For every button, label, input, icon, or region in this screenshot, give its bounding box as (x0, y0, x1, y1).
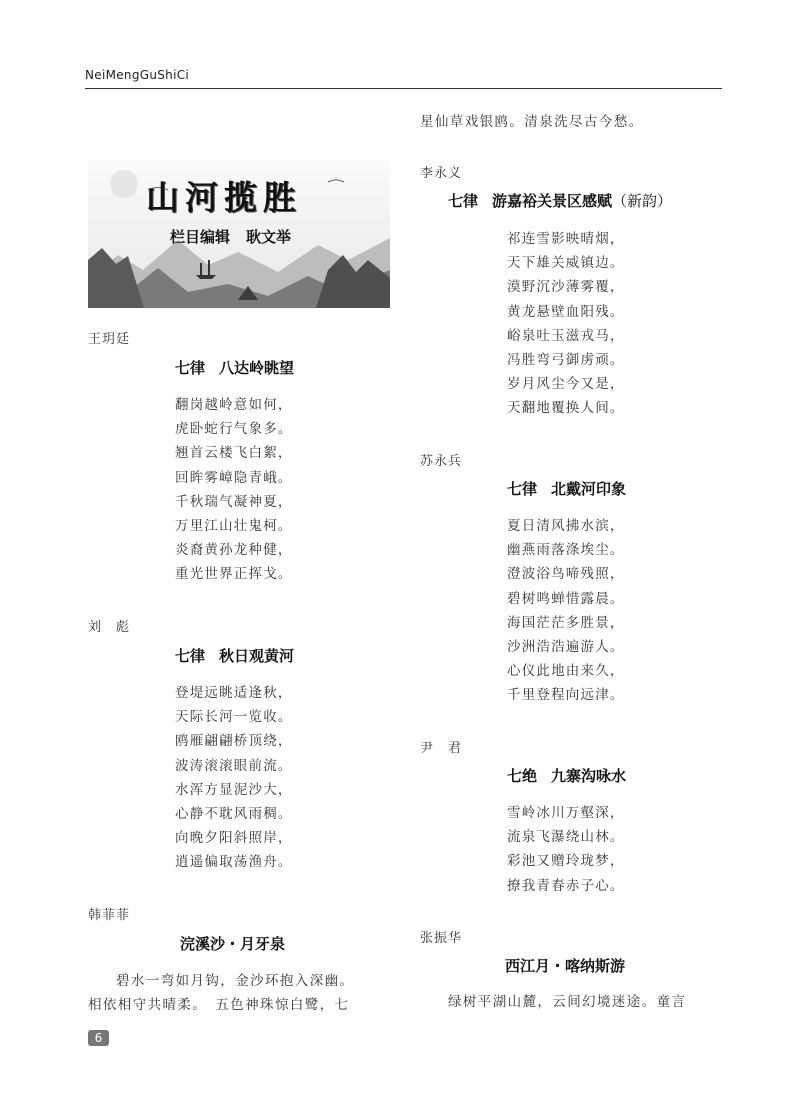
poem-line: 沙洲浩浩遍游人。 (507, 639, 625, 656)
poem-title (507, 478, 626, 499)
poem-line: 心静不耽风雨稠。 (175, 806, 293, 823)
header-rule (85, 88, 722, 89)
poem-line: 黄龙悬壁血阳残。 (507, 303, 625, 320)
poem-line: 向晚夕阳斜照岸， (175, 830, 293, 847)
poem-line: 海国茫茫多胜景， (507, 614, 625, 631)
editor-name: 耿文举 (246, 228, 292, 246)
poem-body (175, 681, 293, 875)
poem-author: 苏永兵 (420, 454, 463, 469)
poem-line: 夏日清风拂水滨， (507, 518, 625, 534)
poem-body (175, 393, 293, 587)
poem-name: 九寨沟咏水 (551, 767, 627, 785)
poem-line: 天下雄关威镇边。 (507, 255, 625, 272)
poem-name: 八达岭眺望 (219, 359, 295, 377)
prose-line: 碧水一弯如月钩，金沙环抱入深幽。 (116, 973, 355, 989)
poem-line: 千里登程向远津。 (507, 687, 625, 704)
poem-title (448, 190, 672, 211)
poem-line: 水浑方显泥沙大， (175, 781, 293, 798)
poem-author: 韩菲菲 (88, 908, 131, 923)
poem-prose (88, 969, 354, 1017)
poem-name: 秋日观黄河 (219, 647, 295, 665)
poem-line: 波涛滚滚眼前流。 (175, 757, 293, 774)
poem-author: 刘 彪 (88, 620, 131, 635)
poem-body (507, 514, 625, 708)
poem-body (507, 227, 625, 421)
poem-title: 浣溪沙・月牙泉 (180, 935, 286, 953)
prose-line: 相依相守共晴柔。 五色神珠惊白鹭，七 (88, 997, 350, 1013)
poem-line: 虎卧蛇行气象多。 (175, 421, 293, 438)
section-title: 山河揽胜 (146, 178, 302, 217)
poem-line: 万里江山壮鬼柯。 (175, 518, 293, 535)
poem-form: 七律 (448, 192, 479, 210)
poem-line: 重光世界正挥戈。 (175, 566, 293, 583)
poem-line: 碧树鸣蝉惜露晨。 (507, 590, 625, 607)
poem-body (507, 801, 625, 898)
poem-line: 翘首云楼飞白絮， (175, 445, 293, 462)
poem-form: 七律 (507, 480, 538, 498)
poem-line: 千秋瑞气凝神夏， (175, 493, 293, 510)
poem-line: 天际长河一览收。 (175, 709, 293, 726)
poem-line: 冯胜弯弓御虏顽。 (507, 352, 625, 369)
poem-prose (448, 990, 686, 1014)
poem-line: 岁月风尘今又是， (507, 376, 625, 393)
poem-author: 李永义 (420, 166, 463, 181)
poem-line: 祁连雪影映晴烟， (507, 231, 625, 247)
poem-line: 逍遥偏取荡渔舟。 (175, 854, 293, 871)
poem-line: 心仪此地由来久， (507, 663, 625, 680)
poem-form: 七律 (175, 647, 206, 665)
poem-line: 峪泉吐玉滋戎马， (507, 327, 625, 344)
poem-line: 登堤远眺适逢秋， (175, 685, 293, 701)
column-editor (170, 226, 307, 247)
prose-continuation: 星仙草戏银鸥。清泉洗尽古今愁。 (420, 114, 644, 130)
poem-line: 炎裔黄孙龙种健， (175, 542, 293, 559)
running-header: NeiMengGuShiCi (85, 68, 190, 82)
section-banner (88, 160, 390, 308)
poem-line: 翻岗越岭意如何， (175, 397, 293, 413)
poem-author: 张振华 (420, 931, 463, 946)
poem-title: 西江月・喀纳斯游 (505, 957, 626, 975)
poem-line: 幽燕雨落涤埃尘。 (507, 542, 625, 559)
editor-role: 栏目编辑 (170, 228, 231, 246)
poem-title (175, 357, 294, 378)
poem-line: 彩池又赠玲珑梦， (507, 853, 625, 870)
poem-title (507, 765, 626, 786)
poem-name: 北戴河印象 (551, 480, 627, 498)
poem-name: 游嘉裕关景区感赋 (492, 192, 613, 210)
poem-form: 七律 (175, 359, 206, 377)
poem-line: 漠野沉沙薄雾覆， (507, 279, 625, 296)
poem-line: 流泉飞瀑绕山林。 (507, 829, 625, 846)
poem-author: 尹 君 (420, 741, 463, 756)
poem-line: 澄波浴鸟啼残照， (507, 566, 625, 583)
poem-line: 回眸雾嶂隐青峨。 (175, 469, 293, 486)
page-number: 6 (88, 1030, 109, 1046)
poem-title (175, 645, 294, 666)
poem-line: 天翻地覆换人间。 (507, 400, 625, 417)
prose-line: 绿树平湖山麓，云间幻境迷途。童言 (448, 994, 687, 1010)
poem-line: 鸥雁翩翩桥顶绕， (175, 733, 293, 750)
poem-note: （新韵） (612, 192, 673, 210)
poem-form: 七绝 (507, 767, 538, 785)
poem-author: 王玥廷 (88, 332, 131, 347)
poem-line: 雪岭冰川万壑深， (507, 805, 625, 821)
poem-line: 撩我青春赤子心。 (507, 877, 625, 894)
